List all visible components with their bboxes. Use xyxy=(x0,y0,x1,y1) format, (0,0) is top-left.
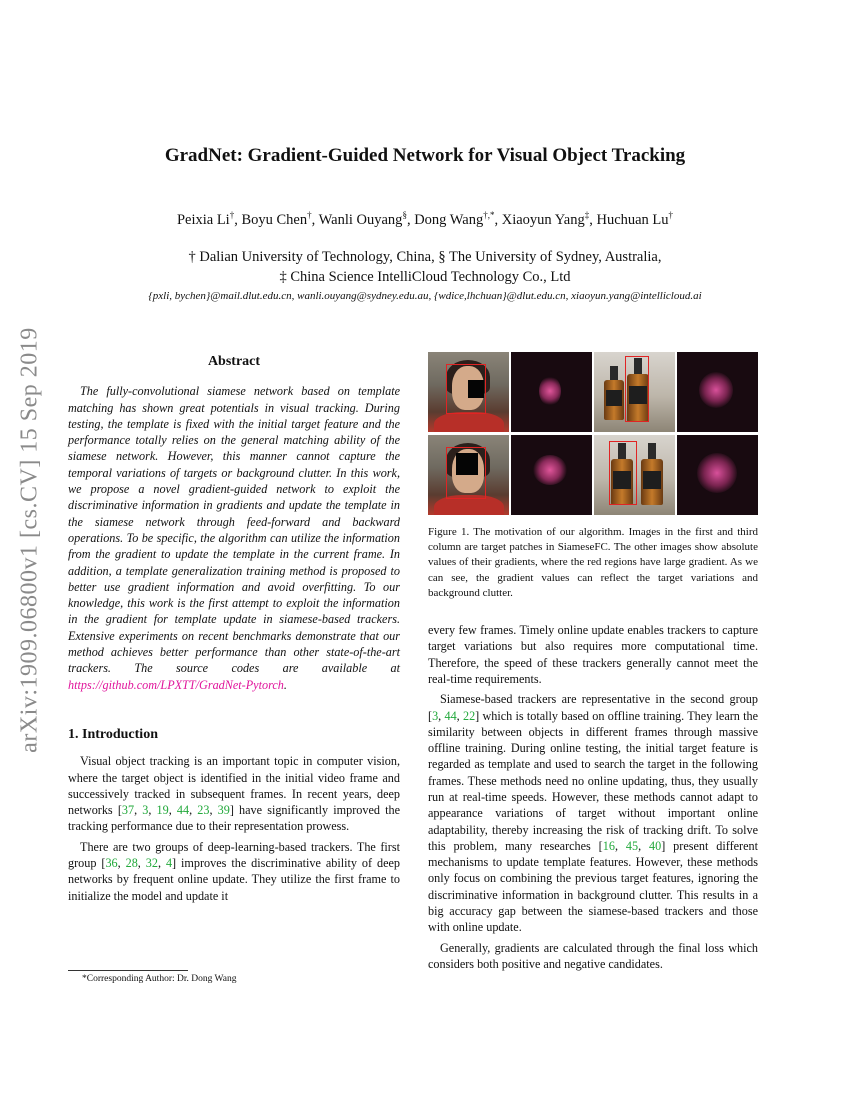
bounding-box xyxy=(446,364,486,414)
gradient-map xyxy=(677,352,758,432)
author-name: Huchuan Lu xyxy=(596,211,669,228)
citation-link[interactable]: 3 xyxy=(432,708,439,723)
paragraph-text: Siamese-based trackers are representative in the second group [ xyxy=(428,692,758,723)
paragraph-text: ] improves the discriminative ability of deep networks by frequent online update. They utilize the first frame to initialize the model and update it xyxy=(68,856,400,903)
right-paragraph-2: Siamese-based trackers are representative in the second group [3, 44, 22] which is totally based on offline training. They learn the similarity between objects in different frames through massive offline training. During online testing, the initial target feature is regarded as template and used to search the target in the following frames. These methods need no online updating, thus, they usually run at real-time speeds. However, these methods cannot adapt to appearance variations of target without important online adaptability, thereby increasing the risk of tracking drift. To solve this problem, many researches [16, 45, 40] present different mechanisms to update template features. However, these methods only focus on combining the previous target features, ignoring the discriminative information in background clutter. This results in a big accuracy gap between the siamese-based trackers and those with online update. xyxy=(428,692,759,935)
author-name: Wanli Ouyang xyxy=(318,211,403,228)
affiliation-mark: ‡ xyxy=(584,210,590,220)
intro-paragraph-2: There are two groups of deep-learning-based trackers. The first group [36, 28, 32, 4] improves the discriminative ability of deep networks by frequent online update. They utilize the first frame to initialize the model and update it xyxy=(68,839,400,903)
footnote-rule xyxy=(68,970,188,971)
bounding-box xyxy=(609,441,637,505)
citation-link[interactable]: 22 xyxy=(462,708,476,723)
code-link[interactable]: https://github.com/LPXTT/GradNet-Pytorch xyxy=(68,677,284,692)
affiliation-line: ‡ China Science IntelliCloud Technology Co., Ltd xyxy=(279,269,571,285)
paper-title: GradNet: Gradient-Guided Network for Visual Object Tracking xyxy=(164,145,686,166)
right-paragraph-3: Generally, gradients are calculated through the final loss which considers both positive and negative candidates. xyxy=(428,940,758,971)
citation-link[interactable]: 36 xyxy=(105,856,118,871)
affiliation-mark: † xyxy=(229,210,235,220)
right-body-text xyxy=(428,622,758,972)
gradient-map xyxy=(511,352,592,432)
target-patch-girl xyxy=(428,435,509,515)
affiliation-mark: † xyxy=(668,210,674,220)
citation-link[interactable]: 28 xyxy=(125,856,138,871)
paragraph-text: Visual object tracking is an important topic in computer vision, where the target object is identified in the initial video frame and successively tracked in subsequent frames. In recent years, deep networks [ xyxy=(68,754,400,818)
citation-link[interactable]: 39 xyxy=(217,803,230,818)
gradient-map xyxy=(511,435,592,515)
target-patch-bottles xyxy=(594,435,675,515)
footnote-text: *Corresponding Author: Dr. Dong Wang xyxy=(82,974,237,984)
target-patch-bottles xyxy=(594,352,675,432)
intro-paragraph-1: Visual object tracking is an important topic in computer vision, where the target object is identified in the initial video frame and successively tracked in subsequent frames. In recent years, deep networks [37, 3, 19, 44, 23, 39] have significantly improved the tracking performance due to their representation prowess. xyxy=(68,754,401,834)
figure-caption: Figure 1. The motivation of our algorithm. Images in the first and third column are target patches in SiameseFC. The other images show absolute values of their gradients, where the red regions have large gradient. As we can see, the gradient values can reflect the target variations and background clutter. xyxy=(428,526,758,599)
section-heading-introduction: 1. Introduction xyxy=(68,726,158,742)
author-name: Peixia Li xyxy=(176,211,230,228)
abstract-body: The fully-convolutional siamese network based on template matching has shown great potentials in visual tracking. During testing, the template is fixed with the initial target feature and the performance totally relies on the general matching ability of the siamese network. However, this manner cannot capture the temporal variations of targets or background clutter. In this work, we propose a novel gradient-guided network to exploit the discriminative information in gradients and update the template in the siamese network through feed-forward and backward operations. To be specific, the algorithm can utilize the information from the gradient to update the template in the current frame. In addition, a template generalization training method is proposed to better use gradient information and avoid overfitting. To our knowledge, this work is the first attempt to exploit the information in the gradient for template update in siamese-based trackers. Extensive experiments on recent benchmarks demonstrate that our method achieves better performance than other state-of-the-art trackers. The source codes are available at xyxy=(68,384,400,676)
affiliations xyxy=(0,247,850,287)
affiliation-line: † Dalian University of Technology, China, § The University of Sydney, Australia, xyxy=(188,249,662,265)
arxiv-sidebar xyxy=(0,280,60,800)
author-name: Xiaoyun Yang xyxy=(501,211,585,228)
abstract-text xyxy=(68,383,400,693)
author-list: Peixia Li†, Boyu Chen†, Wanli Ouyang§, Dong Wang†,*, Xiaoyun Yang‡, Huchuan Lu† xyxy=(176,210,674,228)
author-name: Dong Wang xyxy=(414,211,484,228)
bounding-box xyxy=(625,356,649,422)
citation-link[interactable]: 19 xyxy=(156,803,169,818)
citation-link[interactable]: 23 xyxy=(197,803,210,818)
figure-1 xyxy=(428,352,758,515)
affiliation-mark: †,* xyxy=(483,210,495,220)
gradient-map xyxy=(677,435,758,515)
paragraph-text: ] have significantly improved the tracking performance due to their representation prowess. xyxy=(68,803,401,834)
author-name: Boyu Chen xyxy=(241,211,308,228)
left-column xyxy=(68,352,400,904)
right-paragraph-1: every few frames. Timely online update enables trackers to capture target variations but also requires more computational time. Therefore, the speed of these trackers generally cannot meet the real-time requirements. xyxy=(428,623,758,686)
affiliation-mark: † xyxy=(307,210,312,220)
paragraph-text: ] present different mechanisms to update template features. However, these methods only focus on combining the previous target features, ignoring the discriminative information in background clutter. This results in a big accuracy gap between the siamese-based trackers and those with online update. xyxy=(428,838,759,935)
target-patch-girl xyxy=(428,352,509,432)
citation-link[interactable]: 44 xyxy=(444,708,457,723)
citation-link[interactable]: 37 xyxy=(121,803,135,818)
paragraph-text: There are two groups of deep-learning-based trackers. The first group [ xyxy=(68,839,400,871)
paragraph-text: ] which is totally based on offline training. They learn the similarity between objects in different frames through massive offline training. During online testing, the initial target feature is regarded as template and used to search the target in the following frames. These methods need no online updating, thus, they usually run at real-time speeds. However, these methods cannot adapt to appearance variations of target without important online adaptability, thereby increasing the risk of tracking drift. To solve this problem, many researches [ xyxy=(428,708,759,853)
citation-link[interactable]: 32 xyxy=(145,856,158,871)
citation-link[interactable]: 16 xyxy=(602,838,615,853)
citation-link[interactable]: 4 xyxy=(165,856,173,871)
abstract-heading: Abstract xyxy=(207,354,261,369)
abstract-end: . xyxy=(283,677,287,692)
citation-link[interactable]: 45 xyxy=(625,838,639,853)
bounding-box xyxy=(446,447,486,499)
citation-link[interactable]: 3 xyxy=(142,803,149,818)
right-column xyxy=(428,352,758,972)
footnote xyxy=(68,970,400,984)
citation-link[interactable]: 40 xyxy=(649,838,662,853)
affiliation-mark: § xyxy=(402,210,407,220)
author-emails: {pxli, bychen}@mail.dlut.edu.cn, wanli.ouyang@sydney.edu.au, {wdice,lhchuan}@dlut.edu.cn, xiaoyun.yang@intellicloud.ai xyxy=(148,290,702,302)
arxiv-identifier: arXiv:1909.06800v1 [cs.CV] 15 Sep 2019 xyxy=(16,327,43,753)
citation-link[interactable]: 44 xyxy=(176,803,190,818)
